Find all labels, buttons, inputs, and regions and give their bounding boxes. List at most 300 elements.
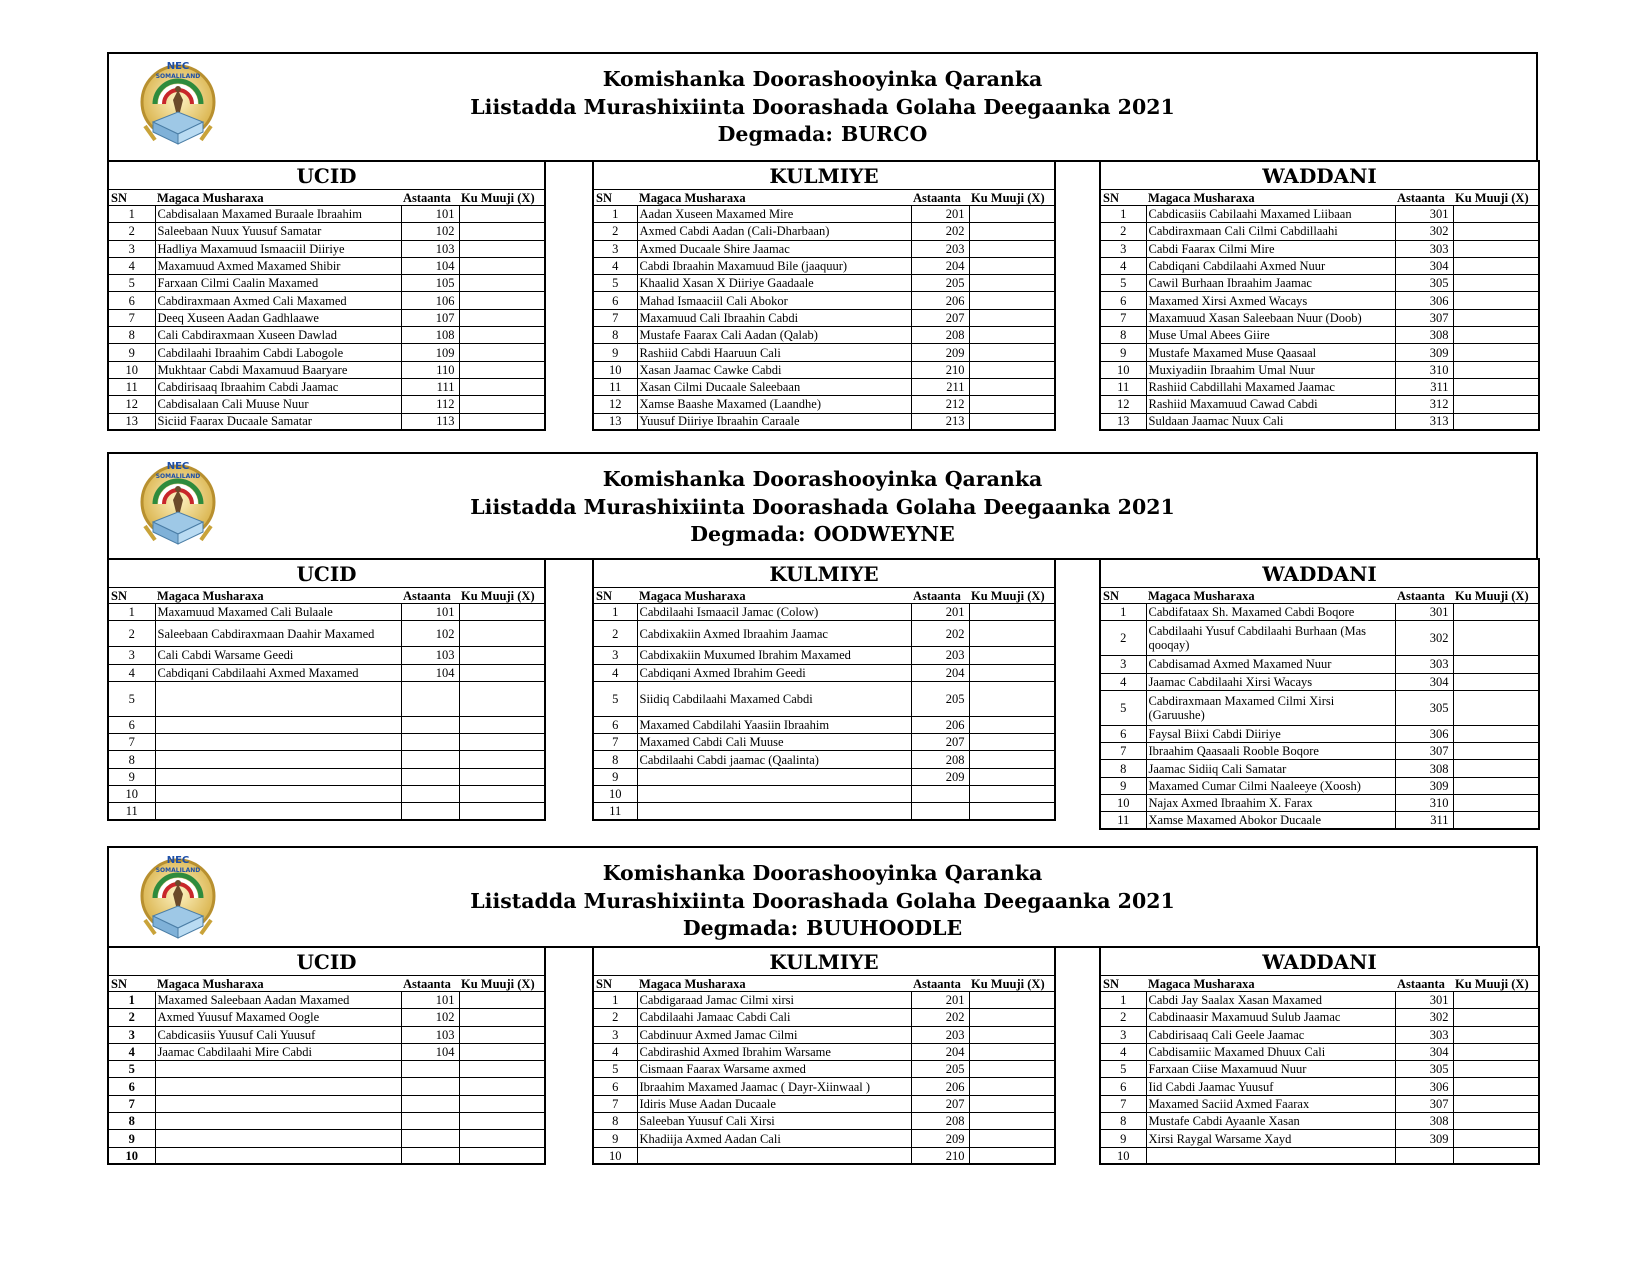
candidate-sn: 11 bbox=[1100, 378, 1146, 395]
candidate-code: 101 bbox=[401, 604, 459, 621]
candidate-sn: 1 bbox=[108, 992, 155, 1009]
candidate-sn: 1 bbox=[593, 604, 637, 621]
mark-box[interactable] bbox=[459, 681, 545, 716]
mark-box[interactable] bbox=[1453, 1009, 1539, 1026]
mark-box[interactable] bbox=[1453, 1130, 1539, 1147]
col-name: Magaca Musharaxa bbox=[1148, 588, 1255, 603]
candidate-row bbox=[108, 1095, 545, 1112]
mark-box[interactable] bbox=[459, 604, 545, 621]
col-mark: Ku Muuji (X) bbox=[971, 976, 1045, 991]
col-sn: SN bbox=[596, 976, 612, 991]
candidate-code bbox=[911, 803, 969, 820]
candidate-row bbox=[108, 734, 545, 751]
mark-box[interactable] bbox=[1453, 777, 1539, 794]
mark-box[interactable] bbox=[459, 647, 545, 664]
candidate-row bbox=[1100, 1095, 1539, 1112]
mark-box[interactable] bbox=[1453, 743, 1539, 760]
mark-box[interactable] bbox=[1453, 812, 1539, 829]
party-name-row bbox=[1100, 161, 1539, 190]
candidate-name: Saleebaan Nuux Yuusuf Samatar bbox=[155, 223, 401, 240]
candidate-code bbox=[1395, 1147, 1453, 1164]
mark-box[interactable] bbox=[459, 768, 545, 785]
candidate-sn: 7 bbox=[593, 1095, 637, 1112]
candidate-name: Cabdixakiin Axmed Ibraahim Jaamac bbox=[637, 621, 911, 647]
candidate-sn: 12 bbox=[108, 396, 155, 413]
candidate-row bbox=[1100, 1130, 1539, 1147]
candidate-name: Mukhtaar Cabdi Maxamuud Baaryare bbox=[155, 361, 401, 378]
commission-title: Komishanka Doorashooyinka Qaranka bbox=[602, 67, 1043, 91]
candidate-name: Maxamuud Maxamed Cali Bulaale bbox=[155, 604, 401, 621]
mark-box[interactable] bbox=[459, 664, 545, 681]
col-sn: SN bbox=[596, 588, 612, 603]
mark-box[interactable] bbox=[459, 413, 545, 430]
mark-box[interactable] bbox=[1453, 361, 1539, 378]
mark-box[interactable] bbox=[1453, 760, 1539, 777]
candidate-name bbox=[155, 803, 401, 820]
candidate-code: 104 bbox=[401, 664, 459, 681]
candidate-sn: 8 bbox=[108, 327, 155, 344]
mark-box[interactable] bbox=[1453, 1061, 1539, 1078]
commission-title: Komishanka Doorashooyinka Qaranka bbox=[602, 861, 1043, 885]
candidate-sn: 4 bbox=[593, 664, 637, 681]
mark-box[interactable] bbox=[969, 292, 1055, 309]
col-mark: Ku Muuji (X) bbox=[1455, 976, 1529, 991]
candidate-name: Cabdisamiic Maxamed Dhuux Cali bbox=[1146, 1043, 1395, 1060]
mark-box[interactable] bbox=[1453, 223, 1539, 240]
candidate-name: Cabdilaahi Cabdi jaamac (Qaalinta) bbox=[637, 751, 911, 768]
mark-box[interactable] bbox=[969, 647, 1055, 664]
candidate-sn: 2 bbox=[108, 621, 155, 647]
candidate-code: 303 bbox=[1395, 240, 1453, 257]
mark-box[interactable] bbox=[1453, 690, 1539, 725]
candidate-code: 112 bbox=[401, 396, 459, 413]
candidate-row bbox=[108, 716, 545, 733]
candidate-sn: 1 bbox=[1100, 206, 1146, 223]
party-name: KULMIYE bbox=[593, 559, 1055, 588]
candidate-name: Faysal Biixi Cabdi Diiriye bbox=[1146, 725, 1395, 742]
mark-box[interactable] bbox=[969, 344, 1055, 361]
mark-box[interactable] bbox=[459, 621, 545, 647]
candidate-code: 309 bbox=[1395, 1130, 1453, 1147]
candidate-code bbox=[401, 803, 459, 820]
mark-box[interactable] bbox=[1453, 604, 1539, 621]
column-header-row bbox=[1100, 190, 1539, 206]
mark-box[interactable] bbox=[1453, 992, 1539, 1009]
candidate-code: 205 bbox=[911, 1061, 969, 1078]
mark-box[interactable] bbox=[1453, 621, 1539, 656]
mark-box[interactable] bbox=[969, 1130, 1055, 1147]
mark-box[interactable] bbox=[459, 1078, 545, 1095]
candidate-name: Cismaan Faarax Warsame axmed bbox=[637, 1061, 911, 1078]
candidate-name: Cali Cabdi Warsame Geedi bbox=[155, 647, 401, 664]
candidate-name: Cabdixakiin Muxumed Ibrahim Maxamed bbox=[637, 647, 911, 664]
candidate-name bbox=[637, 786, 911, 803]
mark-box[interactable] bbox=[1453, 275, 1539, 292]
party-name-row bbox=[108, 947, 545, 976]
candidate-name: Xirsi Raygal Warsame Xayd bbox=[1146, 1130, 1395, 1147]
candidate-code: 201 bbox=[911, 992, 969, 1009]
col-code: Astaanta bbox=[403, 976, 451, 991]
mark-box[interactable] bbox=[459, 751, 545, 768]
candidate-sn: 7 bbox=[1100, 743, 1146, 760]
candidate-row bbox=[1100, 292, 1539, 309]
mark-box[interactable] bbox=[969, 1009, 1055, 1026]
candidate-code: 304 bbox=[1395, 257, 1453, 274]
candidate-row bbox=[1100, 1043, 1539, 1060]
candidate-code: 204 bbox=[911, 1043, 969, 1060]
candidate-name bbox=[637, 1147, 911, 1164]
candidate-name: Maxamed Saciid Axmed Faarax bbox=[1146, 1095, 1395, 1112]
mark-box[interactable] bbox=[969, 1061, 1055, 1078]
mark-box[interactable] bbox=[969, 604, 1055, 621]
candidate-row bbox=[1100, 344, 1539, 361]
mark-box[interactable] bbox=[969, 992, 1055, 1009]
candidate-row bbox=[593, 716, 1055, 733]
mark-box[interactable] bbox=[969, 1147, 1055, 1164]
candidate-name: Jaamac Sidiiq Cali Samatar bbox=[1146, 760, 1395, 777]
mark-box[interactable] bbox=[459, 292, 545, 309]
candidate-code: 105 bbox=[401, 275, 459, 292]
candidate-code: 206 bbox=[911, 1078, 969, 1095]
candidate-sn: 11 bbox=[108, 378, 155, 395]
mark-box[interactable] bbox=[1453, 795, 1539, 812]
mark-box[interactable] bbox=[969, 803, 1055, 820]
candidate-code: 103 bbox=[401, 1026, 459, 1043]
candidate-row bbox=[593, 344, 1055, 361]
mark-box[interactable] bbox=[969, 309, 1055, 326]
candidate-code: 307 bbox=[1395, 309, 1453, 326]
candidate-row bbox=[108, 413, 545, 430]
candidate-name: Mustafe Faarax Cali Aadan (Qalab) bbox=[637, 327, 911, 344]
mark-box[interactable] bbox=[1453, 206, 1539, 223]
candidate-row bbox=[1100, 743, 1539, 760]
candidate-code: 207 bbox=[911, 309, 969, 326]
list-title: Liistadda Murashixiinta Doorashada Golaha Deegaanka 2021 bbox=[470, 888, 1175, 913]
mark-box[interactable] bbox=[459, 361, 545, 378]
candidate-sn: 1 bbox=[108, 604, 155, 621]
candidate-code: 208 bbox=[911, 1113, 969, 1130]
candidate-row bbox=[593, 992, 1055, 1009]
col-mark: Ku Muuji (X) bbox=[461, 588, 535, 603]
mark-box[interactable] bbox=[969, 681, 1055, 716]
candidate-row bbox=[108, 396, 545, 413]
mark-box[interactable] bbox=[459, 275, 545, 292]
candidate-row bbox=[108, 292, 545, 309]
column-header-row bbox=[108, 588, 545, 604]
candidate-sn: 8 bbox=[593, 327, 637, 344]
candidate-row bbox=[108, 240, 545, 257]
mark-box[interactable] bbox=[459, 1009, 545, 1026]
party-name-row bbox=[593, 559, 1055, 588]
candidate-sn: 9 bbox=[1100, 1130, 1146, 1147]
candidate-code: 210 bbox=[911, 1147, 969, 1164]
candidate-sn: 6 bbox=[1100, 725, 1146, 742]
mark-box[interactable] bbox=[459, 1147, 545, 1164]
candidate-row bbox=[593, 1113, 1055, 1130]
mark-box[interactable] bbox=[1453, 309, 1539, 326]
mark-box[interactable] bbox=[459, 734, 545, 751]
candidate-name: Xasan Cilmi Ducaale Saleebaan bbox=[637, 378, 911, 395]
candidate-sn: 9 bbox=[1100, 344, 1146, 361]
mark-box[interactable] bbox=[459, 206, 545, 223]
candidate-row bbox=[108, 681, 545, 716]
candidate-row bbox=[593, 396, 1055, 413]
mark-box[interactable] bbox=[1453, 1043, 1539, 1060]
mark-box[interactable] bbox=[1453, 1147, 1539, 1164]
candidate-sn: 7 bbox=[1100, 1095, 1146, 1112]
candidate-code bbox=[401, 681, 459, 716]
candidate-row bbox=[1100, 812, 1539, 829]
candidate-row bbox=[108, 768, 545, 785]
mark-box[interactable] bbox=[969, 751, 1055, 768]
mark-box[interactable] bbox=[459, 396, 545, 413]
mark-box[interactable] bbox=[1453, 257, 1539, 274]
candidate-code: 109 bbox=[401, 344, 459, 361]
mark-box[interactable] bbox=[459, 1130, 545, 1147]
mark-box[interactable] bbox=[1453, 673, 1539, 690]
mark-box[interactable] bbox=[969, 1078, 1055, 1095]
column-header-row bbox=[593, 190, 1055, 206]
candidate-code: 204 bbox=[911, 664, 969, 681]
candidate-sn: 10 bbox=[1100, 1147, 1146, 1164]
candidate-code: 302 bbox=[1395, 621, 1453, 656]
mark-box[interactable] bbox=[1453, 656, 1539, 673]
candidate-sn: 4 bbox=[1100, 1043, 1146, 1060]
mark-box[interactable] bbox=[969, 327, 1055, 344]
candidate-code bbox=[911, 786, 969, 803]
mark-box[interactable] bbox=[459, 240, 545, 257]
candidate-code: 113 bbox=[401, 413, 459, 430]
candidate-row bbox=[1100, 257, 1539, 274]
mark-box[interactable] bbox=[1453, 725, 1539, 742]
mark-box[interactable] bbox=[969, 734, 1055, 751]
candidate-name: Ibraahim Maxamed Jaamac ( Dayr-Xiinwaal ) bbox=[637, 1078, 911, 1095]
candidate-name bbox=[155, 1113, 401, 1130]
mark-box[interactable] bbox=[969, 396, 1055, 413]
candidate-row bbox=[108, 1061, 545, 1078]
mark-box[interactable] bbox=[459, 257, 545, 274]
candidate-row bbox=[108, 1147, 545, 1164]
mark-box[interactable] bbox=[1453, 413, 1539, 430]
mark-box[interactable] bbox=[969, 361, 1055, 378]
list-title: Liistadda Murashixiinta Doorashada Golaha Deegaanka 2021 bbox=[470, 494, 1175, 519]
candidate-row bbox=[108, 1078, 545, 1095]
candidate-sn: 5 bbox=[108, 681, 155, 716]
mark-box[interactable] bbox=[1453, 344, 1539, 361]
party-name-row bbox=[1100, 947, 1539, 976]
mark-box[interactable] bbox=[969, 1113, 1055, 1130]
mark-box[interactable] bbox=[969, 240, 1055, 257]
mark-box[interactable] bbox=[459, 344, 545, 361]
candidate-name: Axmed Yuusuf Maxamed Oogle bbox=[155, 1009, 401, 1026]
mark-box[interactable] bbox=[1453, 292, 1539, 309]
candidate-row bbox=[1100, 1026, 1539, 1043]
mark-box[interactable] bbox=[1453, 327, 1539, 344]
candidate-row bbox=[108, 604, 545, 621]
mark-box[interactable] bbox=[969, 1043, 1055, 1060]
party-name: UCID bbox=[108, 161, 545, 190]
mark-box[interactable] bbox=[459, 992, 545, 1009]
candidate-sn: 9 bbox=[593, 1130, 637, 1147]
candidate-name: Xasan Jaamac Cawke Cabdi bbox=[637, 361, 911, 378]
mark-box[interactable] bbox=[459, 1113, 545, 1130]
logo-somaliland-text: SOMALILAND bbox=[155, 73, 201, 80]
mark-box[interactable] bbox=[969, 621, 1055, 647]
candidate-row bbox=[593, 240, 1055, 257]
candidate-name: Cabdinuur Axmed Jamac Cilmi bbox=[637, 1026, 911, 1043]
candidate-row bbox=[593, 681, 1055, 716]
mark-box[interactable] bbox=[459, 1026, 545, 1043]
mark-box[interactable] bbox=[969, 223, 1055, 240]
candidate-code bbox=[401, 1130, 459, 1147]
candidate-name bbox=[155, 751, 401, 768]
candidate-sn: 12 bbox=[1100, 396, 1146, 413]
mark-box[interactable] bbox=[969, 716, 1055, 733]
candidate-row bbox=[593, 664, 1055, 681]
candidate-name: Cabdirisaaq Ibraahim Cabdi Jaamac bbox=[155, 378, 401, 395]
candidate-code: 209 bbox=[911, 768, 969, 785]
mark-box[interactable] bbox=[969, 257, 1055, 274]
candidate-code: 211 bbox=[911, 378, 969, 395]
candidate-name: Cabdiraxmaan Cali Cilmi Cabdillaahi bbox=[1146, 223, 1395, 240]
col-name: Magaca Musharaxa bbox=[157, 976, 264, 991]
candidate-name: Xamse Baashe Maxamed (Laandhe) bbox=[637, 396, 911, 413]
candidate-code: 213 bbox=[911, 413, 969, 430]
mark-box[interactable] bbox=[459, 309, 545, 326]
mark-box[interactable] bbox=[969, 275, 1055, 292]
candidate-code bbox=[401, 1078, 459, 1095]
logo-nec-text: NEC bbox=[166, 855, 190, 866]
candidate-row bbox=[593, 786, 1055, 803]
candidate-name: Jaamac Cabdilaahi Mire Cabdi bbox=[155, 1043, 401, 1060]
mark-box[interactable] bbox=[969, 413, 1055, 430]
candidate-code: 110 bbox=[401, 361, 459, 378]
candidate-row bbox=[108, 378, 545, 395]
mark-box[interactable] bbox=[969, 664, 1055, 681]
mark-box[interactable] bbox=[1453, 1026, 1539, 1043]
mark-box[interactable] bbox=[969, 378, 1055, 395]
candidate-row bbox=[1100, 309, 1539, 326]
candidate-sn: 1 bbox=[593, 992, 637, 1009]
candidate-row bbox=[108, 664, 545, 681]
mark-box[interactable] bbox=[1453, 240, 1539, 257]
candidate-code: 302 bbox=[1395, 223, 1453, 240]
candidate-row bbox=[593, 803, 1055, 820]
mark-box[interactable] bbox=[459, 1043, 545, 1060]
col-name: Magaca Musharaxa bbox=[639, 190, 746, 205]
candidate-code: 111 bbox=[401, 378, 459, 395]
candidate-code: 202 bbox=[911, 1009, 969, 1026]
candidate-code: 306 bbox=[1395, 292, 1453, 309]
candidate-sn: 4 bbox=[108, 257, 155, 274]
candidate-name: Cabdiraxmaan Axmed Cali Maxamed bbox=[155, 292, 401, 309]
header-titles bbox=[109, 860, 1536, 943]
mark-box[interactable] bbox=[459, 378, 545, 395]
candidate-code: 210 bbox=[911, 361, 969, 378]
candidate-name: Mahad Ismaaciil Cali Abokor bbox=[637, 292, 911, 309]
candidate-name: Khadiija Axmed Aadan Cali bbox=[637, 1130, 911, 1147]
candidate-name bbox=[637, 768, 911, 785]
candidate-code: 306 bbox=[1395, 1078, 1453, 1095]
candidate-code bbox=[401, 751, 459, 768]
candidate-name bbox=[155, 734, 401, 751]
candidate-code: 102 bbox=[401, 621, 459, 647]
party-table-ucid bbox=[107, 160, 546, 431]
candidate-name: Ibraahim Qaasaali Rooble Boqore bbox=[1146, 743, 1395, 760]
candidate-sn: 1 bbox=[1100, 604, 1146, 621]
mark-box[interactable] bbox=[1453, 396, 1539, 413]
candidate-name: Muse Umal Abees Giire bbox=[1146, 327, 1395, 344]
mark-box[interactable] bbox=[1453, 1095, 1539, 1112]
mark-box[interactable] bbox=[1453, 1113, 1539, 1130]
mark-box[interactable] bbox=[1453, 378, 1539, 395]
candidate-code: 305 bbox=[1395, 275, 1453, 292]
candidate-row bbox=[593, 751, 1055, 768]
mark-box[interactable] bbox=[459, 786, 545, 803]
candidate-row bbox=[108, 751, 545, 768]
candidate-name: Cabdisalaan Maxamed Buraale Ibraahim bbox=[155, 206, 401, 223]
candidate-row bbox=[108, 803, 545, 820]
mark-box[interactable] bbox=[459, 716, 545, 733]
mark-box[interactable] bbox=[969, 786, 1055, 803]
mark-box[interactable] bbox=[459, 803, 545, 820]
candidate-row bbox=[1100, 240, 1539, 257]
candidate-code: 309 bbox=[1395, 777, 1453, 794]
candidate-name: Cali Cabdiraxmaan Xuseen Dawlad bbox=[155, 327, 401, 344]
candidate-code: 104 bbox=[401, 1043, 459, 1060]
candidate-code: 302 bbox=[1395, 1009, 1453, 1026]
candidate-code: 207 bbox=[911, 1095, 969, 1112]
candidate-sn: 8 bbox=[1100, 1113, 1146, 1130]
candidate-row bbox=[1100, 1009, 1539, 1026]
candidate-code: 204 bbox=[911, 257, 969, 274]
candidate-name: Maxamuud Axmed Maxamed Shibir bbox=[155, 257, 401, 274]
candidate-row bbox=[108, 327, 545, 344]
candidate-name: Maxamed Saleebaan Aadan Maxamed bbox=[155, 992, 401, 1009]
candidate-name: Cabdisalaan Cali Muuse Nuur bbox=[155, 396, 401, 413]
candidate-name: Maxamed Cabdi Cali Muuse bbox=[637, 734, 911, 751]
mark-box[interactable] bbox=[459, 1095, 545, 1112]
candidate-name: Cabdifataax Sh. Maxamed Cabdi Boqore bbox=[1146, 604, 1395, 621]
mark-box[interactable] bbox=[1453, 1078, 1539, 1095]
candidate-name: Xamse Maxamed Abokor Ducaale bbox=[1146, 812, 1395, 829]
candidate-code: 312 bbox=[1395, 396, 1453, 413]
col-sn: SN bbox=[596, 190, 612, 205]
mark-box[interactable] bbox=[459, 327, 545, 344]
mark-box[interactable] bbox=[459, 223, 545, 240]
candidate-row bbox=[108, 344, 545, 361]
candidate-row bbox=[593, 1147, 1055, 1164]
candidate-code: 103 bbox=[401, 647, 459, 664]
mark-box[interactable] bbox=[969, 1026, 1055, 1043]
candidate-code: 310 bbox=[1395, 361, 1453, 378]
candidate-name: Cabdi Faarax Cilmi Mire bbox=[1146, 240, 1395, 257]
mark-box[interactable] bbox=[969, 768, 1055, 785]
candidate-sn: 5 bbox=[1100, 275, 1146, 292]
candidate-code: 303 bbox=[1395, 656, 1453, 673]
col-name: Magaca Musharaxa bbox=[639, 976, 746, 991]
candidate-row bbox=[1100, 760, 1539, 777]
candidate-sn: 4 bbox=[1100, 257, 1146, 274]
mark-box[interactable] bbox=[969, 206, 1055, 223]
mark-box[interactable] bbox=[969, 1095, 1055, 1112]
candidate-name: Cabdirisaaq Cali Geele Jaamac bbox=[1146, 1026, 1395, 1043]
candidate-sn: 5 bbox=[108, 275, 155, 292]
mark-box[interactable] bbox=[459, 1061, 545, 1078]
candidate-code bbox=[401, 716, 459, 733]
candidate-code bbox=[401, 1147, 459, 1164]
candidate-row bbox=[108, 1009, 545, 1026]
